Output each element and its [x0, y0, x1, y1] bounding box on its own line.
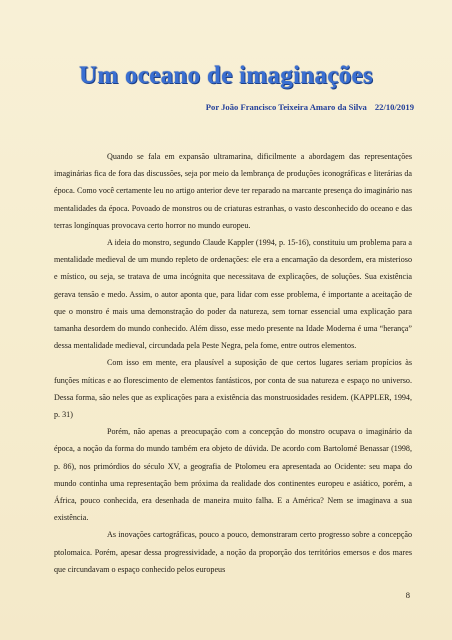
article-body [54, 148, 412, 578]
byline [206, 102, 414, 112]
page-number: 8 [405, 590, 410, 600]
byline-date: 22/10/2019 [374, 102, 414, 112]
body-paragraph: Quando se fala em expansão ultramarina, dificilmente a abordagem das representações imaginárias fica de fora das discussões, seja por meio da lembrança de produções iconográficas e literárias da época. Como você certamente leu no artigo anterior deve ter reparado na marcante presença do imaginário nas mentalidades da época. Povoado de monstros ou de criaturas estranhas, o vasto desconhecido do oceano e das terras longínquas provocava certo horror no mundo europeu. [54, 152, 412, 230]
article-title: Um oceano de imaginações [79, 62, 373, 89]
body-paragraph: Com isso em mente, era plausível a suposição de que certos lugares seriam propícios às funções míticas e ao florescimento de elementos fantásticos, por conta de sua natureza e espaço no universo. Dessa forma, são neles que as explicações para a existência das monstruosidades residem. (KAPPLER, 1994, p. 31) [54, 358, 412, 420]
body-paragraph: As inovações cartográficas, pouco a pouco, demonstraram certo progresso sobre a concepção ptolomaica. Porém, apesar dessa progressividade, a noção da proporção dos territórios emersos e dos mares que circundavam o espaço conhecido pelos europeus [54, 530, 412, 574]
body-paragraph: A ideia do monstro, segundo Claude Kappler (1994, p. 15-16), constituiu um problema para a mentalidade medieval de um mundo repleto de ordenações: ele era a encarnação da desordem, era misterioso e místico, ou seja, se tratava de uma incógnita que necessitava de explicações, de soluções. Sua existência gerava tensão e medo. Assim, o autor aponta que, para lidar com esse problema, é importante a aceitação de que o monstro é mais uma demonstração do poder da natureza, sem tornar essencial uma explicação para tamanha desordem do mundo conhecido. Além disso, esse medo presente na Idade Moderna é uma “herança” dessa mentalidade medieval, circundada pela Peste Negra, pela fome, entre outros elementos. [54, 238, 412, 351]
byline-author: Por João Francisco Teixeira Amaro da Silva [205, 102, 367, 112]
body-paragraph: Porém, não apenas a preocupação com a concepção do monstro ocupava o imaginário da época, a noção da forma do mundo também era objeto de dúvida. De acordo com Bartolomé Benassar (1998, p. 86), nos primórdios do século XV, a geografia de Ptolomeu era apresentada ao Ocidente: seu mapa do mundo continha uma representação bem próxima da realidade dos continentes europeu e asiático, porém, a África, pouco conhecida, era desenhada de maneira muito falha. E a América? Nem se imaginava a sua existência. [54, 427, 412, 523]
